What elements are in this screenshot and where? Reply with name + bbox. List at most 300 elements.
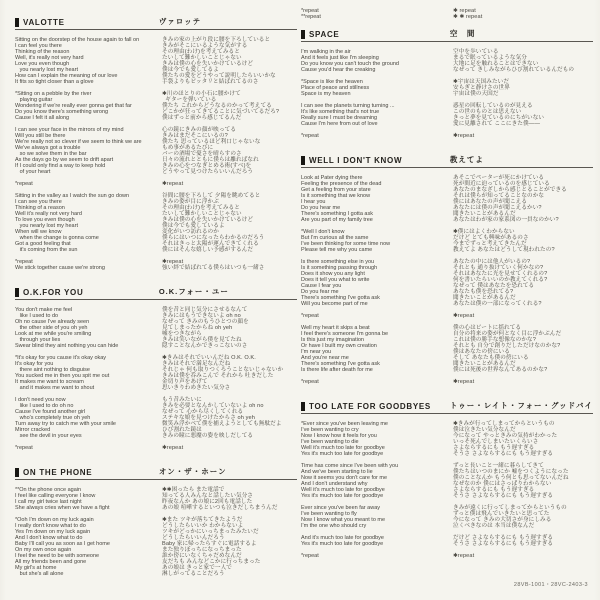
lyric-line: Mirror cracked	[15, 427, 51, 433]
lyrics-column-ja	[159, 487, 303, 583]
lyric-line: Turn away try to catch me with your smile	[15, 421, 116, 427]
lyric-line: まるで眠っているような気分	[453, 55, 527, 61]
song-header	[15, 286, 297, 300]
lyric-line: Do you fear me	[301, 289, 339, 295]
lyric-line: 強い絆で結ばれてる僕らはいつも一緒さ	[162, 265, 265, 271]
lyric-line: it's coming from the sun	[15, 247, 78, 253]
lyric-line: Really sure I must be dreaming	[301, 115, 378, 121]
song-header	[301, 154, 593, 168]
lyric-line: なぜって 僕はあなたを恐れてる	[453, 283, 535, 289]
lyric-line: Cause I'm here from out of love	[301, 121, 378, 127]
lyric-line: あなたも僕を恐れてる?	[453, 289, 514, 295]
stanza	[453, 463, 599, 499]
stanza	[162, 487, 303, 511]
song-header	[15, 16, 297, 30]
song-header	[301, 28, 593, 42]
lyric-line: It fits so tight closer than a glove	[15, 79, 94, 85]
lyric-line: Sitting in the valley as I watch the sun go down	[15, 193, 130, 199]
lyric-line: *repeat	[15, 445, 33, 451]
stanza	[301, 463, 447, 499]
lyric-line: I'm near you	[301, 349, 332, 355]
lyric-line: *Ever since you've been leaving me	[301, 421, 388, 427]
lyric-line: the other side of you oh yeh	[15, 325, 88, 331]
lyric-line: Will you still be there	[15, 133, 66, 139]
stanza	[453, 259, 599, 307]
lyric-line: And we've been starting to lie	[301, 469, 373, 475]
lyric-line: Yes it's much too late for goodbye	[301, 541, 384, 547]
lyric-line: きみの家の上がり段に腰を下ろしていると	[162, 37, 271, 43]
song-section-on-the-phone	[15, 466, 297, 583]
repeat-marker: *repeat	[301, 8, 319, 14]
lyric-line: 安らぎと静けさの世界	[453, 85, 510, 91]
lyric-line: *Well I don't know	[301, 229, 345, 235]
repeat-marker: ✱ ✱ repeat	[453, 14, 483, 20]
stanza	[301, 535, 447, 547]
lyric-line: Well my heart it skips a beat	[301, 325, 370, 331]
stanza	[15, 259, 156, 271]
lyric-line: Cause I've found another girl	[15, 409, 86, 415]
stanza	[162, 181, 303, 187]
lyric-line: きみがそこにいるような気がする	[162, 43, 248, 49]
lyric-line: ✱repeat	[453, 133, 475, 139]
lyric-line: Is it something that we know	[301, 193, 371, 199]
lyric-line: 今になって きみの大切さが身にしみる	[453, 517, 552, 523]
lyric-line: We've always got a trouble	[15, 145, 81, 151]
lyric-line: 嘘をつきながら	[162, 331, 202, 337]
lyric-line: Look at me while you're smiling	[15, 331, 92, 337]
song-body	[15, 307, 297, 457]
stanza	[15, 37, 156, 85]
lyric-line: ステキな娘を見つけたからさ oh yeh	[162, 415, 255, 421]
half-left	[15, 16, 297, 592]
song-title-en: WELL I DON'T KNOW	[309, 156, 403, 165]
lyric-line: She always cries when we have a fight	[15, 505, 110, 511]
stanza	[15, 517, 156, 577]
lyric-line: 愛に見離されて ここにきた僕——	[453, 121, 541, 127]
stanza	[15, 193, 156, 253]
lyric-line: Love you even though	[15, 61, 70, 67]
lyric-line: Will you become part of me	[301, 301, 368, 307]
lyric-line: Yes I'm down on my luck again	[15, 529, 91, 535]
lyric-line: そうさ さよならするにも もう遅すぎる	[453, 541, 554, 547]
lyric-line: 僕は泣きたい気分なんだ	[453, 427, 516, 433]
lyric-line: Well it's much too late for goodbye	[301, 487, 385, 493]
lyric-line: 死が間近に迫っているのを感じている	[453, 181, 550, 187]
lyric-line: Oh no cause I've already seen	[15, 319, 90, 325]
stanza	[453, 505, 599, 529]
lyric-line: I can see you there	[15, 199, 62, 205]
stanza	[162, 37, 303, 85]
lyric-line: 聞きたいことがあるんだ	[453, 295, 516, 301]
song-header	[301, 400, 593, 414]
lyric-line: *It's okay for you cause it's okay okay	[15, 355, 107, 361]
lyric-line: Cause you'd hear the creaking	[301, 67, 376, 73]
lyric-line: 何を書いたらいいのか教えてくれる?	[453, 277, 548, 283]
lyric-line: 僕を昔と同じ気分にさせるなんて	[162, 307, 248, 313]
lyric-line: どうしたらいいか わからないよ	[162, 523, 244, 529]
stanza	[301, 259, 447, 307]
lyric-line: there aint nothing to disguise	[15, 367, 90, 373]
lyric-line: *repeat	[301, 379, 319, 385]
lyric-line: もめ事があるたびに	[162, 145, 214, 151]
lyric-line: さよならするにも もう遅すぎる	[453, 487, 535, 493]
song-title-en: SPACE	[309, 30, 340, 39]
lyric-line: ギターを弾いている	[162, 97, 217, 103]
lyric-line: Sitting on the doorstep of the house again to fall on	[15, 37, 140, 43]
lyric-line: きみにはもうできないよ oh no	[162, 313, 241, 319]
lyric-line: 谷間に腰を下ろして 夕陽を眺めてると	[162, 193, 261, 199]
lyric-line: なぜって きみのもうひとつの顔を	[162, 319, 249, 325]
lyric-line: ✱repeat	[453, 553, 475, 559]
lyric-line: *repeat	[15, 181, 33, 187]
title-tick	[301, 30, 305, 39]
song-body	[301, 421, 593, 565]
lyric-line: I've been thinking for some time now	[301, 241, 391, 247]
lyrics-column-ja	[450, 175, 599, 391]
lyric-line: 知ってる人みんなと話したい気分さ	[162, 493, 254, 499]
lyric-line: When will we know	[15, 229, 62, 235]
lyric-line: 僕にはそんな嬉しい予感がするんだ	[162, 247, 254, 253]
lyric-line: だけど さよならするにも もう遅すぎる	[453, 535, 554, 541]
lyric-line: 僕のことなんか もう何とも思ってないんだね	[453, 475, 569, 481]
lyric-line: Baby I'll call you as soon as I get home	[15, 541, 110, 547]
lyric-line: 僕はあなたの傍にいる	[453, 349, 510, 355]
lyric-line: 僕たち これからどうなるのかって考えてる	[162, 103, 272, 109]
stanza	[162, 397, 303, 439]
song-body	[301, 175, 593, 391]
lyrics-column-ja	[159, 307, 303, 457]
lyric-line: I feel the need to be with someone	[15, 553, 100, 559]
stanza	[453, 421, 599, 457]
lyric-line: 僕の心はビートに揺れてる	[453, 325, 522, 331]
lyric-line: *Ooh I'm down on my luck again	[15, 517, 94, 523]
lyrics-column-en	[301, 175, 450, 391]
lyric-line: ✱✱困ったら また電話で	[162, 487, 225, 493]
lyrics-column-en	[15, 37, 159, 277]
carryover-repeats	[301, 8, 593, 20]
lyric-line: 金切り声をあげて	[162, 379, 208, 385]
lyric-line: 日々の流れとともに僕らは離ればなれ	[162, 157, 259, 163]
lyric-line: これは僕の勝手な想像なのかな?	[453, 337, 536, 343]
title-tick	[15, 288, 19, 297]
stanza	[301, 421, 447, 457]
lyric-line: きみを必要となんかしていないよ oh no	[162, 403, 264, 409]
lyric-line: きみが遠くに行ってしまってからというもの	[453, 505, 567, 511]
lyric-line: Time has come since I've been with you	[301, 463, 399, 469]
lyric-line: But I'm curious all the same	[301, 235, 369, 241]
lyric-line: どこかが狂ってきてることに気づいてるだろ?	[162, 109, 280, 115]
lyric-line: To love you even though	[15, 217, 75, 223]
title-tick	[301, 156, 305, 165]
catalog-number: 28VB-1001・28VC-2403-3	[513, 582, 588, 588]
stanza	[453, 325, 599, 373]
lyric-line: of your heart	[15, 169, 51, 175]
lyrics-column-en	[301, 49, 450, 145]
carryover-column-ja	[450, 8, 599, 20]
stanza	[15, 307, 156, 349]
stanza	[453, 229, 599, 253]
lyric-line: それとも 自分で創りだしただけなのかな?	[453, 343, 561, 349]
song-title-ja: トゥー・レイト・フォー・グッドバイ	[449, 401, 593, 410]
lyric-line: 誰か傍にいなくちゃだめなんだ	[162, 553, 242, 559]
lyrics-column-en	[301, 421, 450, 565]
stanza	[301, 79, 447, 97]
lyric-line: Or have I built my own creation	[301, 343, 377, 349]
song-title-ja: オン・ザ・ホーン	[158, 467, 227, 476]
lyric-line: There's something I gotta ask	[301, 211, 373, 217]
title-tick	[15, 18, 19, 27]
lyric-line: so we solve them in the bar	[15, 151, 87, 157]
lyric-line: ✱僕にはよくわからない	[453, 229, 515, 235]
lyric-line: Are you part of my family tree	[301, 217, 373, 223]
lyric-line: I can see your face in the mirrors of my mind	[15, 127, 124, 133]
lyric-line: ずっと僕は飛んでいきたいと思ってた	[453, 511, 550, 517]
stanza	[162, 259, 303, 271]
stanza	[453, 379, 599, 385]
lyric-line: I can see the planets turning turning ...	[301, 103, 395, 109]
stanza	[301, 49, 447, 73]
lyric-line: あの娘 喧嘩するといつも泣きだしちまうんだ	[162, 505, 278, 511]
lyric-line: それはあなたに光を見せてくれるの?	[453, 271, 548, 277]
lyric-line: It's okay for you	[15, 361, 54, 367]
lyrics-column-en	[15, 307, 159, 457]
lyric-line: As the days go by we seem to drift apart	[15, 157, 114, 163]
lyric-line: Well it's really not very hard	[15, 211, 82, 217]
song-section-space	[301, 28, 593, 145]
lyrics-column-ja	[450, 49, 599, 145]
lyric-line: I'm the one who should cry	[301, 523, 367, 529]
lyric-line: My girl's at home	[15, 565, 57, 571]
lyric-line: 友だちも みんなどこかに行っちまった	[162, 559, 261, 565]
stanza	[453, 535, 599, 547]
lyric-line: そして あなたも僕の傍にいる	[453, 355, 529, 361]
lyric-line: ✱repeat	[162, 181, 184, 187]
lyric-line: それは僕らが知ってることなのかな	[453, 193, 545, 199]
stanza	[162, 127, 303, 175]
lyric-line: How can I explain the meaning of our love	[15, 73, 118, 79]
lyric-line: あの娘は きっと家で一人で	[162, 565, 232, 571]
lyric-line: 大地に足を触れることはできない	[453, 61, 539, 67]
lyric-line: like I used to do	[15, 313, 59, 319]
half-right	[301, 8, 593, 574]
lyric-line: Cause I fear you	[301, 283, 342, 289]
lyric-line: Do you hear me	[301, 205, 341, 211]
stanza	[15, 127, 156, 175]
lyric-line: *Sitting on a pebble by the river	[15, 91, 92, 97]
lyric-line: Ever since you've been far away	[301, 505, 381, 511]
lyric-line: All my friends been and gone	[15, 559, 87, 565]
lyric-line: You sucked me in then you spit me out	[15, 373, 110, 379]
stanza	[453, 103, 599, 127]
lyric-line: その理由(わけ)を考えてみると	[162, 49, 240, 55]
lyric-line: And I don't understand why	[301, 481, 368, 487]
song-section-valotte	[15, 16, 297, 277]
lyric-line: You don't make me feel	[15, 307, 73, 313]
stanza	[301, 175, 447, 223]
song-title-ja: ヴァロッテ	[158, 17, 202, 26]
lyric-line: Now I know what you meant to me	[301, 517, 386, 523]
lyric-line: 昨夜なんか あの娘に2回も電話した	[162, 499, 253, 505]
lyric-line: ✱きみはそれでいいんだね O.K. O.K.	[162, 355, 256, 361]
lyric-line: なぜって きしみながらひび割れているんだもの	[453, 67, 575, 73]
lyric-line: There's something I've gotta ask	[301, 295, 380, 301]
lyric-line: どうしたらいいんだろう	[162, 535, 225, 541]
lyric-line: きみは僕の心を失いかけているけど	[162, 61, 254, 67]
lyric-line: There's something I've gotta ask	[301, 361, 380, 367]
lyric-line: そうさ さよならするにも もう遅すぎる	[453, 451, 554, 457]
lyric-line: I hear you	[301, 199, 326, 205]
lyric-line: Does it show you any light	[301, 271, 365, 277]
lyric-line: また独りぼっちになっちまった	[162, 547, 242, 553]
lyric-line: Do you know there's something wrong	[15, 109, 109, 115]
repeat-marker: **repeat	[301, 14, 321, 20]
lyric-line: Do you know you can't touch the ground	[301, 61, 399, 67]
lyric-line: さよならするにも もう遅すぎる	[453, 445, 535, 451]
stanza	[301, 103, 447, 127]
lyric-line: 僕たちの愛をどうやって説明したらいいかな	[162, 73, 276, 79]
lyric-line: この世のものとは思えない	[453, 109, 522, 115]
lyric-line: Yes it's much too late for goodbye	[301, 451, 384, 457]
lyric-line: 僕には死後の世界なんてあるのかな?	[453, 367, 548, 373]
lyric-line: ずっと長いこと一緒に暮らしてきて	[453, 463, 544, 469]
song-title-en: O.K.FOR YOU	[23, 288, 84, 297]
lyric-line: 聞きたいことがあるんだ	[453, 211, 516, 217]
lyric-line: 隠すことなんかできっこないのさ	[162, 343, 248, 349]
lyric-line: It makes me want to scream	[15, 379, 84, 385]
lyric-line: If I could only find a way to keep hold	[15, 163, 106, 169]
stanza	[162, 355, 303, 391]
lyric-line: I'm walking in the air	[301, 49, 351, 55]
lyric-line: あそこでペーターが死にかけている	[453, 175, 545, 181]
lyric-line: 僕はずっと前から感じてるんだ	[162, 115, 242, 121]
lyric-line: きみはそれで満足なんだね	[162, 361, 231, 367]
lyric-line: *repeat	[15, 259, 33, 265]
song-body	[301, 49, 593, 145]
lyric-line: きみは僕の心を失いかけているけど	[162, 217, 254, 223]
stanza	[453, 49, 599, 73]
lyric-line: see the devil in your eyes	[15, 433, 82, 439]
lyric-line: 教えてよ あなたはどうして現われたの?	[453, 247, 555, 253]
lyric-line: *Space is like the heaven	[301, 79, 363, 85]
lyric-line: 惑星の回転しているのが見える	[453, 103, 533, 109]
lyric-line: you nearly lost my heart	[15, 67, 78, 73]
stanza	[162, 517, 303, 577]
stanza	[301, 505, 447, 529]
lyric-line: どうやって見つけたらいいんだろう	[162, 169, 254, 175]
stanza	[453, 175, 599, 223]
song-title-en: ON THE PHONE	[23, 468, 93, 477]
song-section-o-k-for-you	[15, 286, 297, 457]
stanza	[15, 445, 156, 451]
lyric-line: たいして難かしいことじゃない	[162, 55, 242, 61]
lyric-line: through your lies	[15, 337, 61, 343]
song-section-too-late-for-goodbyes	[301, 400, 593, 565]
lyric-line: なぜなのか 僕にはさっぱりわからない	[453, 481, 552, 487]
stanza	[162, 193, 303, 253]
lyric-line: きみは僕を呑みこんで それから 吐きだした	[162, 373, 274, 379]
lyric-line: And it feels just like I'm sleeping	[301, 55, 379, 61]
lyric-line: あなたはわが家の家系図の一員なのかい?	[453, 217, 559, 223]
lyric-line: きみの瞳に悪魔の姿を映しだしてる	[162, 433, 254, 439]
lyric-line: when the change is gonna come	[15, 235, 99, 241]
lyric-line: who's completely true oh yeh	[15, 415, 91, 421]
stanza	[301, 325, 447, 373]
lyric-line: きみはまだそこにいるの?	[162, 133, 228, 139]
lyric-line: 宇宙は僕の天国だ	[453, 91, 499, 97]
repeat-marker: ✱ repeat	[453, 8, 476, 14]
lyric-line: 僕らにはいつになったらわかるのだろう	[162, 235, 265, 241]
lyric-line: ✱repeat	[453, 313, 475, 319]
lyric-line: 微笑み浮かべて僕を捕えようとしても無駄だよ	[162, 421, 282, 427]
stanza	[453, 313, 599, 319]
stanza	[301, 313, 447, 319]
lyric-line: I've been wanting to fly	[301, 511, 357, 517]
lyric-line: Well it's much too late for goodbye	[301, 445, 385, 451]
lyric-line: 淋しがってることだろう	[162, 571, 225, 577]
stanza	[15, 487, 156, 511]
song-section-well-i-don-t-know	[301, 154, 593, 391]
lyric-line: Is there something else in you	[301, 259, 375, 265]
lyric-line: 聞きたいことがあるんだ	[453, 361, 516, 367]
lyric-line: 心の鏡にきみの顔が映ってる	[162, 127, 237, 133]
lyric-line: Please tell me why you came	[301, 247, 373, 253]
lyric-line: そうさ さよならするにも もう遅すぎる	[453, 493, 554, 499]
lyric-line: On my own once again	[15, 547, 72, 553]
lyric-line: *repeat	[301, 553, 319, 559]
lyric-line: なぜって 心から尽くしてくれる	[162, 409, 244, 415]
lyric-line: Place of peace and stillness	[301, 85, 370, 91]
lyric-line: あなたの中には他人がいるの?	[453, 259, 531, 265]
lyric-line: I've been wanting to cry	[301, 427, 359, 433]
lyric-line: And I don't know what to do	[15, 535, 83, 541]
song-title-en: VALOTTE	[23, 18, 65, 27]
song-body	[15, 487, 297, 583]
stanza	[162, 445, 303, 451]
lyric-line: 泣くべきなのは 本当は僕なんだ	[453, 523, 535, 529]
lyric-line: きみの姿が目に浮かぶ	[162, 199, 219, 205]
lyric-line: Thinking of a reason	[15, 205, 65, 211]
lyric-line: あなたには僕の声が聞こえるかい?	[453, 205, 542, 211]
lyric-line: I call my girl twice last night	[15, 499, 82, 505]
title-tick	[301, 402, 305, 411]
lyric-line: 変化がいつ訪れるのか	[162, 229, 219, 235]
lyric-line: I feel there's someone I'm gonna be	[301, 331, 389, 337]
lyric-line: Got a good feeling that	[15, 241, 71, 247]
lyric-line: Is there life after death for me	[301, 367, 373, 373]
lyric-line: Is this just my imagination	[301, 337, 364, 343]
lyric-line: それじゃ 何も取りつくろうことないじゃないか	[162, 367, 284, 373]
lyric-line: ✱repeat	[162, 445, 184, 451]
lyric-line: 手袋よりもピッタリと結ばれてるのさ	[162, 79, 259, 85]
lyric-line: あなたのまなざしから感じとることができる	[453, 187, 567, 193]
lyric-line: I've been wanting to die	[301, 439, 359, 445]
lyric-line: Cause I felt it all along	[15, 115, 70, 121]
lyric-line: Wondering if we're really ever gonna get that far	[15, 103, 132, 109]
lyric-line: like I used to do oh no	[15, 403, 74, 409]
stanza	[453, 79, 599, 97]
lyric-line: その理由(わけ)を考えてみると	[162, 205, 240, 211]
lyric-line: それとも 通り抜けていく何かなの?	[453, 265, 544, 271]
lyric-line: いっそ死んでしまいたいくらいさ	[453, 439, 539, 445]
lyric-line: **On the phone once again	[15, 487, 82, 493]
stanza	[162, 307, 303, 349]
lyric-line: It's like something that's not true	[301, 109, 380, 115]
stanza	[301, 229, 447, 253]
lyric-line: だけど とても興味があるのさ	[453, 235, 529, 241]
lyric-line: たいして難かしいことじゃない	[162, 211, 242, 217]
lyric-line: きみは笑いながら僕を見てたね	[162, 337, 242, 343]
lyric-line: *repeat	[301, 133, 319, 139]
